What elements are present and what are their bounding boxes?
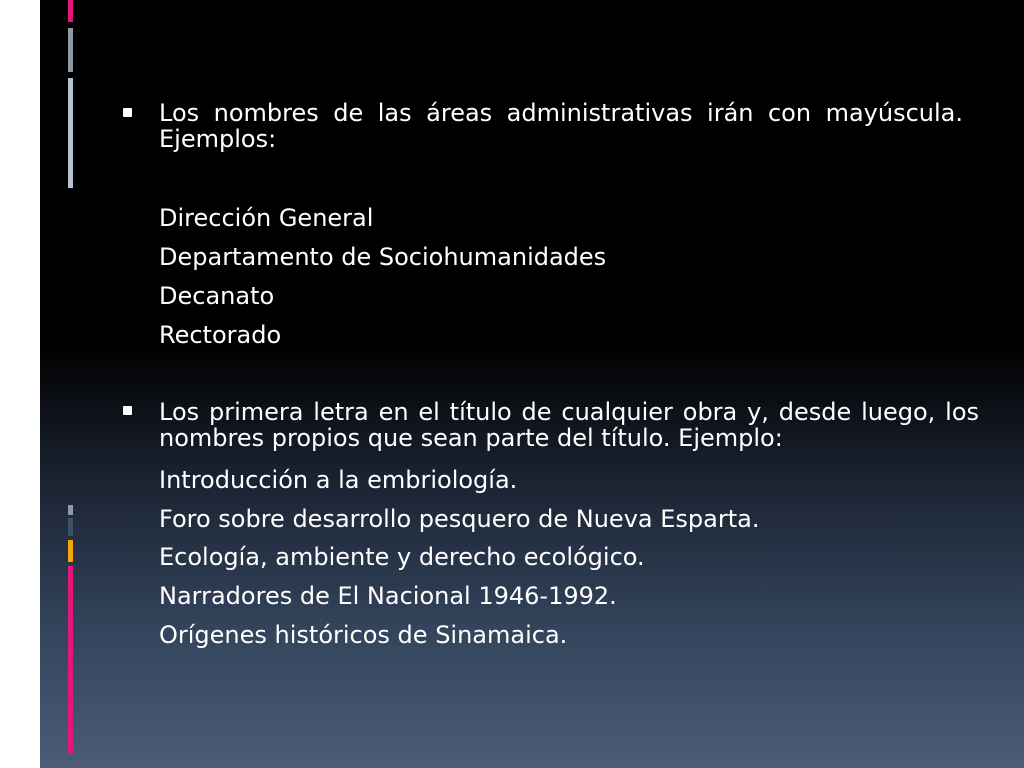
bullet-text-2: Los primera letra en el título de cualquier obra y, desde luego, los nombres propios que sean parte del título. Ejemplo: [159, 398, 979, 452]
example-item: Orígenes históricos de Sinamaica. [159, 621, 568, 649]
square-bullet-icon [123, 406, 132, 415]
bullet-text-1: Los nombres de las áreas administrativas irán con mayúscula. Ejemplos: [159, 99, 963, 153]
example-item: Rectorado [159, 321, 282, 349]
slide [40, 0, 1024, 768]
example-item: Foro sobre desarrollo pesquero de Nueva Esparta. [159, 505, 760, 533]
example-item: Ecología, ambiente y derecho ecológico. [159, 543, 645, 571]
example-item: Narradores de El Nacional 1946-1992. [159, 582, 617, 610]
example-item: Introducción a la embriología. [159, 466, 518, 494]
slide-content [40, 0, 1024, 768]
example-item: Dirección General [159, 204, 374, 232]
example-item: Decanato [159, 282, 275, 310]
square-bullet-icon [123, 108, 132, 117]
left-margin [0, 0, 40, 768]
example-item: Departamento de Sociohumanidades [159, 243, 607, 271]
